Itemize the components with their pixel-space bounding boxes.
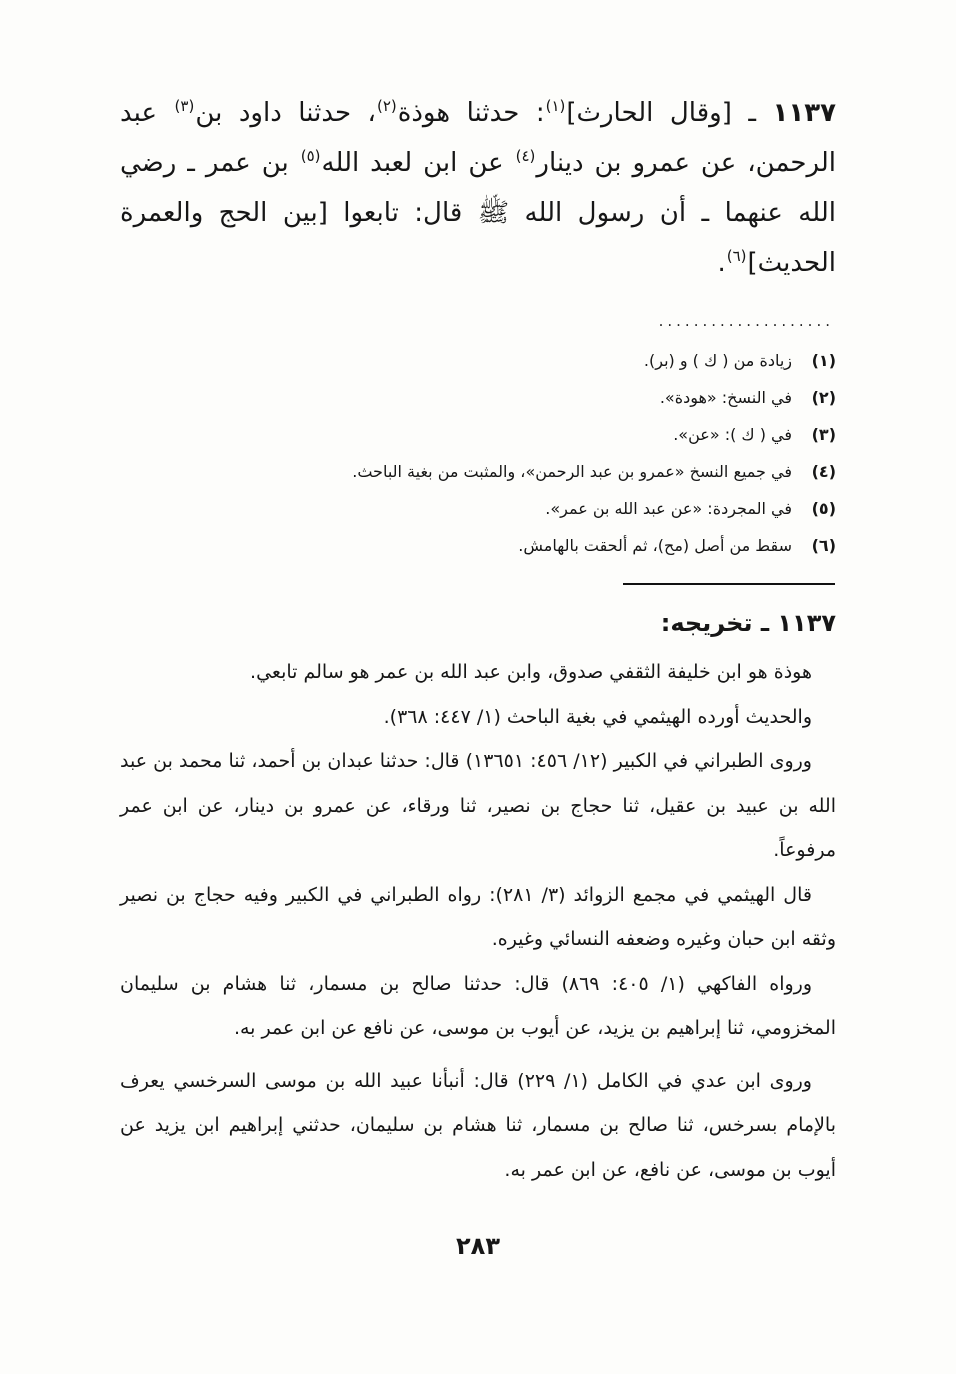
footnote-text: في المجردة: «عن عبد الله بن عمر».: [545, 499, 792, 518]
hadith-part-2: : حدثنا هوذة: [397, 98, 545, 128]
footnote-number: (٦): [811, 536, 836, 555]
hadith-number: ١١٣٧: [772, 98, 837, 128]
hadith-part-3: ، حدثنا داود بن: [195, 98, 376, 128]
footnote-item: [120, 342, 836, 379]
hadith-part-4: عبد الرحمن، عن عمرو بن دينار: [120, 98, 836, 178]
footnote-ref-5: (٥): [300, 147, 321, 166]
section-divider: [623, 583, 835, 585]
footnote-text: سقط من أصل (مح)، ثم ألحقت بالهامش.: [518, 536, 792, 555]
footnote-number: (٤): [811, 462, 836, 481]
hadith-text: [120, 88, 836, 288]
footnote-number: (٢): [811, 388, 836, 407]
footnote-item: [120, 527, 836, 564]
footnote-ref-4: (٤): [515, 147, 536, 166]
footnote-item: [120, 379, 836, 416]
hadith-end: .: [717, 248, 726, 278]
hadith-part-1: [وقال الحارث]: [566, 98, 732, 128]
footnote-number: (٥): [811, 499, 836, 518]
footnote-ref-2: (٢): [376, 97, 397, 116]
footnote-item: [120, 453, 836, 490]
page-number: ٢٨٣: [456, 1232, 500, 1260]
footnote-text: في ( ك ): «عن».: [673, 425, 792, 444]
takhrij-paragraph: هوذة هو ابن خليفة الثقفي صدوق، وابن عبد الله بن عمر هو سالم تابعي.: [250, 661, 812, 683]
takhrij-body: [120, 650, 836, 1192]
hadith-part-5: عن ابن لعبد الله: [321, 148, 515, 178]
footnotes-list: [120, 342, 836, 564]
takhrij-paragraph: وروى الطبراني في الكبير (١٢/ ٤٥٦: ١٣٦٥١) قال: حدثنا عبدان بن أحمد، ثنا محمد بن عبد الله بن عبيد بن عقيل، ثنا حجاج بن نصير، ثنا ورقاء، عن عمرو بن دينار، عن ابن عمر مرفوعاً.: [120, 750, 836, 861]
takhrij-paragraph: ورواه الفاكهي (١/ ٤٠٥: ٨٦٩) قال: حدثنا صالح بن مسمار، ثنا هشام بن سليمان المخزومي، ثنا إبراهيم بن يزيد، عن أيوب بن موسى، عن نافع عن ابن عمر به.: [120, 972, 836, 1039]
footnote-item: [120, 416, 836, 453]
footnote-ref-6: (٦): [726, 247, 747, 266]
footnote-separator-dots: ....................: [658, 312, 834, 330]
footnote-item: [120, 490, 836, 527]
footnote-ref-3: (٣): [174, 97, 195, 116]
hadith-part-6: بن عمر ـ رضي الله عنهما ـ أن رسول الله ﷺ قال: تابعوا [بين الحج والعمرة الحديث]: [120, 148, 836, 278]
footnote-text: في جميع النسخ «عمرو بن عبد الرحمن»، والمثبت من بغية الباحث.: [352, 462, 792, 481]
takhrij-paragraph: والحديث أورده الهيثمي في بغية الباحث (١/ ٤٤٧: ٣٦٨).: [383, 705, 812, 728]
takhrij-paragraph: قال الهيثمي في مجمع الزوائد (٣/ ٢٨١): رواه الطبراني في الكبير وفيه حجاج بن نصير وثقه ابن حبان وغيره وضعفه النسائي وغيره.: [120, 883, 836, 950]
takhrij-paragraph: وروى ابن عدي في الكامل (١/ ٢٢٩) قال: أنبأنا عبيد الله بن موسى السرخسي يعرف بالإمام بسرخس، ثنا صالح بن مسمار، ثنا هشام بن سليمان، حدثني إبراهيم ابن يزيد عن أيوب بن موسى، عن نافع، عن ابن عمر به.: [120, 1069, 836, 1181]
footnote-text: في النسخ: «هودة».: [659, 388, 792, 407]
hadith-dash: ـ: [748, 98, 757, 128]
footnote-ref-1: (١): [545, 97, 566, 116]
footnote-number: (١): [811, 351, 836, 370]
takhrij-heading: ١١٣٧ ـ تخريجه:: [660, 609, 836, 637]
footnote-number: (٣): [811, 425, 836, 444]
footnote-text: زيادة من ( ك ) و (بر).: [643, 351, 792, 370]
